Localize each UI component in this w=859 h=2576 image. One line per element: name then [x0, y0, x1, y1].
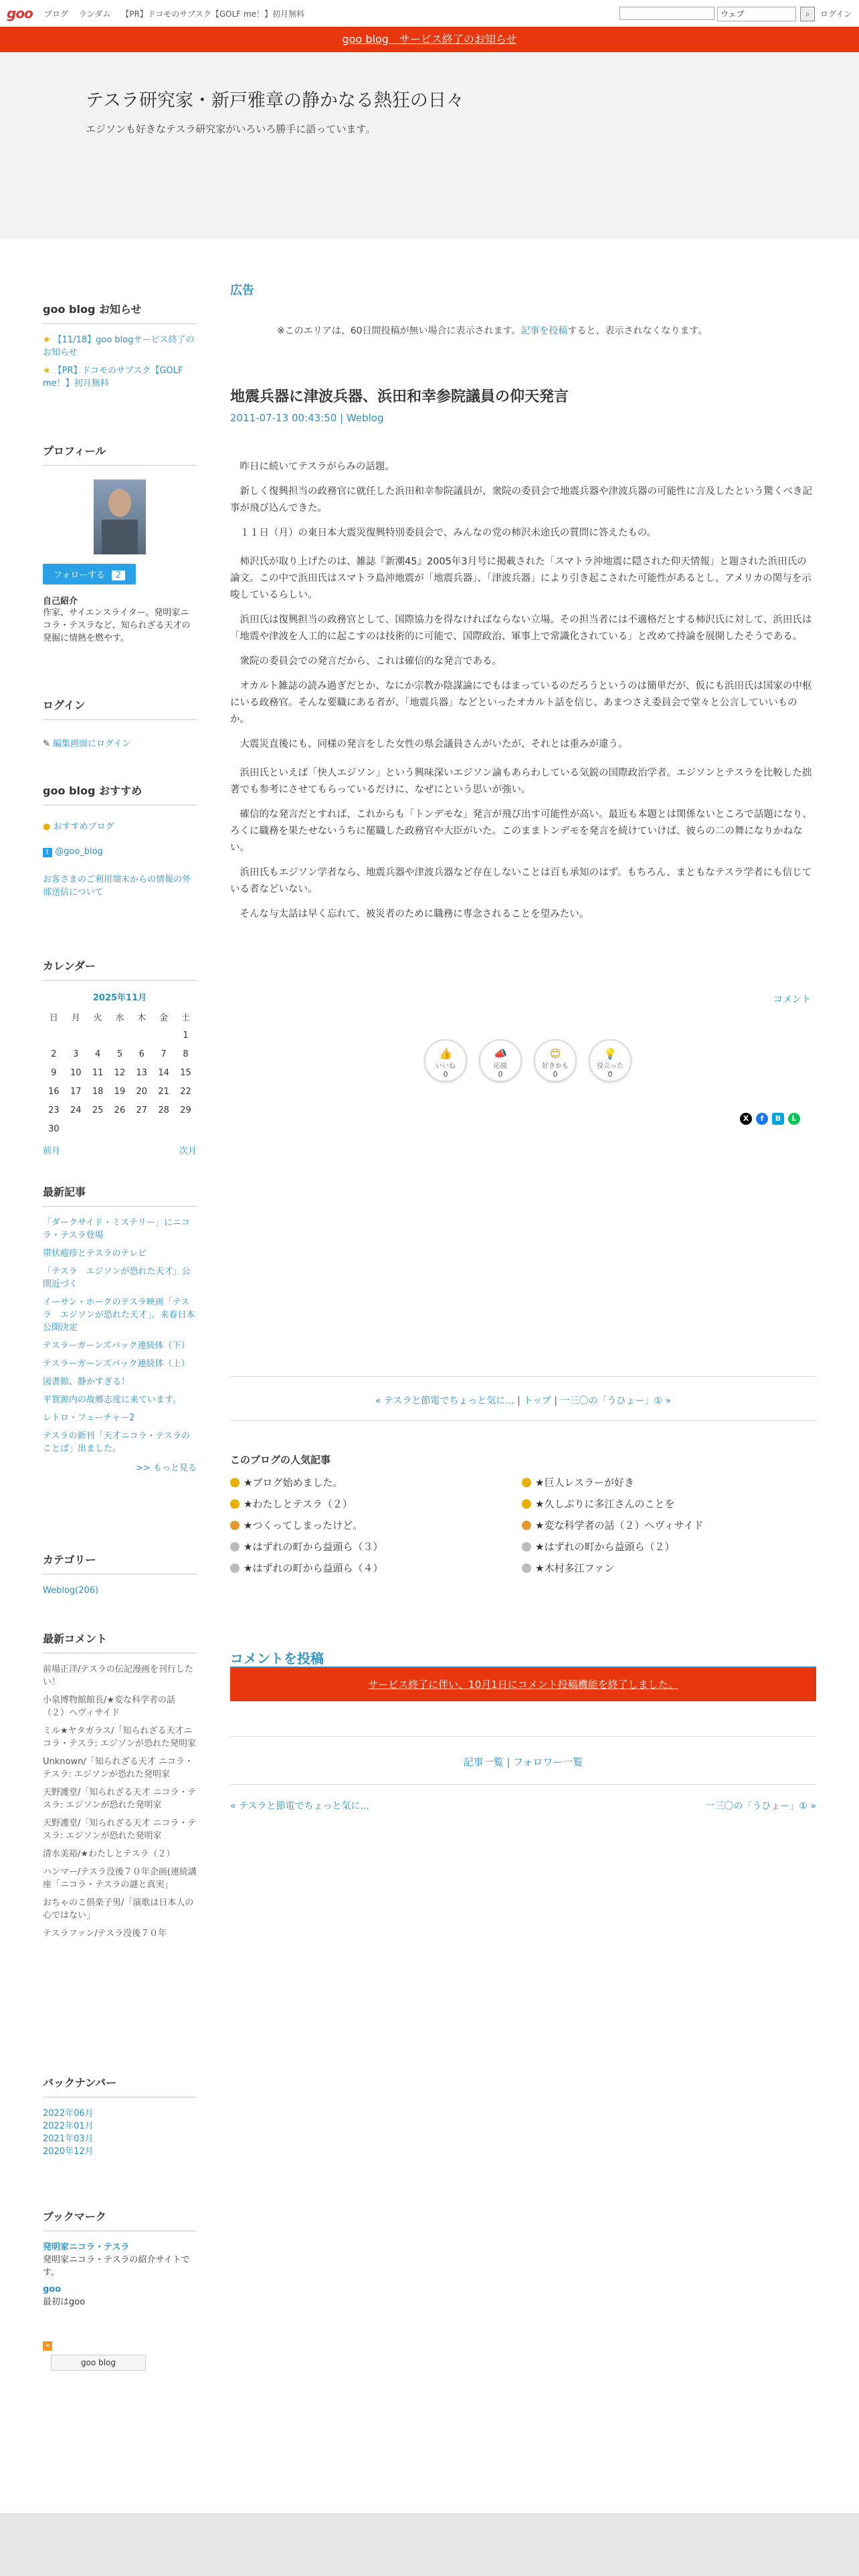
- recent-entry-link[interactable]: 帯状疱疹とテスラのテレビ: [43, 1249, 147, 1259]
- reaction-count: 0: [553, 1070, 558, 1079]
- calendar-weekday: 月: [71, 1012, 80, 1023]
- recent-comment-link[interactable]: テスラファン/テスラ没後７０年: [43, 1929, 167, 1939]
- calendar-day: [87, 1119, 109, 1138]
- recent-entry-link[interactable]: 「ダークサイド・ミステリー」にニコラ・テスラ登場: [43, 1218, 190, 1241]
- popular-item-link[interactable]: ★はずれの町から益頭ら（２）: [535, 1541, 675, 1553]
- twitter-icon: t: [43, 848, 52, 857]
- popular-item: [230, 1539, 511, 1553]
- backnumber-link[interactable]: 2022年01月: [43, 2121, 94, 2131]
- entry-date: 2011-07-13 00:43:50: [230, 412, 337, 424]
- news-link[interactable]: 【11/18】goo blogサービス終了のお知らせ: [43, 335, 195, 358]
- calendar-prev-link[interactable]: 前月: [43, 1146, 61, 1156]
- popular-item-link[interactable]: ★木村多江ファン: [535, 1562, 615, 1574]
- list-item: [43, 364, 197, 390]
- calendar-day: 23: [48, 1105, 60, 1115]
- goo-blog-twitter-link[interactable]: @goo_blog: [55, 847, 103, 857]
- login-section: [43, 697, 197, 749]
- calendar-day: 12: [114, 1067, 126, 1078]
- calendar-day: 10: [70, 1067, 82, 1078]
- list-item: [43, 1755, 197, 1781]
- calendar-day: 1: [183, 1030, 189, 1041]
- reaction-label: 好きかも: [542, 1063, 569, 1070]
- categories-section: [43, 1551, 197, 1602]
- recommend-section: [43, 782, 197, 899]
- recent-comment-link[interactable]: ミル★ヤタガラス/「知られざる天才ニコラ・テスラ: エジソンが恐れた発明家: [43, 1726, 196, 1749]
- top-navigation-bar: [0, 0, 859, 27]
- calendar-day: 19: [114, 1086, 126, 1097]
- category-link[interactable]: Weblog(206): [43, 1586, 99, 1596]
- divider: [230, 1420, 816, 1421]
- recent-entry-link[interactable]: テスラの新刊「天才ニコラ・テスラのことば」出ました。: [43, 1431, 190, 1454]
- calendar-day: 15: [180, 1067, 191, 1078]
- search-input[interactable]: [619, 7, 714, 20]
- list-item: [43, 1339, 197, 1352]
- calendar-day: 11: [92, 1067, 104, 1078]
- calendar-day: 26: [114, 1105, 126, 1115]
- calendar-day: [175, 1119, 197, 1138]
- recent-entry-link[interactable]: テスラーガーンズバック連続体（下）: [43, 1341, 190, 1351]
- recommend-blog-link[interactable]: おすすめブログ: [53, 822, 114, 832]
- calendar-week: [43, 1101, 197, 1119]
- reaction-label: いいね: [436, 1063, 456, 1070]
- calendar-day: [87, 1026, 109, 1045]
- list-item: [43, 1927, 197, 1940]
- section-heading: goo blog おすすめ: [43, 782, 197, 806]
- calendar-week: [43, 1026, 197, 1045]
- recent-comment-link[interactable]: Unknown/「知られざる天才 ニコラ・テスラ: エジソンが恐れた発明家: [43, 1757, 193, 1780]
- popular-item: [522, 1561, 803, 1575]
- recent-comment-link[interactable]: 天野護堂/「知られざる天才 ニコラ・テスラ: エジソンが恐れた発明家: [43, 1818, 197, 1841]
- calendar-week: [43, 1045, 197, 1063]
- ad-note-text: すると、表示されなくなります。: [567, 326, 708, 336]
- calendar-day: [153, 1119, 175, 1138]
- hatena-share-icon[interactable]: B: [772, 1113, 784, 1125]
- entry-pager: « テスラと節電でちょっと気に... | トップ | 一三〇の「うひょー」① »: [375, 1396, 672, 1406]
- popular-item: [230, 1518, 511, 1532]
- entry-paragraph: １１日（月）の東日本大震災復興特別委員会で、みんなの党の柿沢未途氏の質問に答えたもの。: [240, 528, 657, 538]
- follower-list-link[interactable]: フォロワー一覧: [513, 1756, 583, 1768]
- popular-item-link[interactable]: ★つくってしまったけど。: [244, 1519, 363, 1531]
- list-item: [43, 1430, 197, 1455]
- popular-item-link[interactable]: ★わたしとテスラ（２）: [244, 1498, 353, 1510]
- reaction-label: 応援: [494, 1063, 507, 1070]
- calendar-day: 14: [158, 1067, 169, 1078]
- section-heading: goo blog お知らせ: [43, 301, 197, 324]
- backnumber-link[interactable]: 2022年06月: [43, 2109, 94, 2119]
- blog-title[interactable]: テスラ研究家・新戸雅章の静かなる熱狂の日々: [86, 90, 464, 111]
- entry-paragraph: 大震災直後にも、同様の発言をした女性の県会議員さんがいたが、それとは重みが違う。: [240, 739, 628, 750]
- divider: [230, 1736, 816, 1737]
- calendar-day: 4: [94, 1049, 101, 1059]
- nav-link-blog[interactable]: ブログ: [44, 9, 69, 19]
- list-item: [43, 1296, 197, 1334]
- bottom-links: 記事一覧 | フォロワー一覧: [463, 1756, 583, 1768]
- more-entries-link[interactable]: >> もっと見る: [136, 1463, 197, 1473]
- comment-post-heading: コメントを投稿: [230, 1650, 324, 1667]
- pencil-icon: ✎: [43, 739, 50, 749]
- rank-medal-icon: [230, 1521, 240, 1530]
- recent-comment-link[interactable]: 天野護堂/「知られざる天才 ニコラ・テスラ: エジソンが恐れた発明家: [43, 1788, 197, 1810]
- rank-medal-icon: [230, 1478, 240, 1487]
- calendar-next-link[interactable]: 次月: [179, 1146, 197, 1156]
- recent-entry-link[interactable]: 図書館、静かすぎる！: [43, 1377, 130, 1387]
- entry-paragraph: 浜田氏といえば「快人エジソン」という興味深いエジソン論もあらわしている気鋭の国際政治学者。エジソンとテスラを比較した拙著でも参考にさせてもらっているだけに、なぜにという思いが強い。: [230, 768, 812, 795]
- reaction-button[interactable]: [589, 1039, 632, 1082]
- calendar-day: [153, 1026, 175, 1045]
- edit-login-link[interactable]: 編集画面にログイン: [53, 739, 131, 749]
- recent-entry-link[interactable]: レトロ・フューチャー2: [43, 1413, 135, 1423]
- rank-medal-icon: [230, 1564, 240, 1573]
- entry-paragraph: 新しく復興担当の政務官に就任した浜田和幸参院議員が、衆院の委員会で地震兵器や津波兵器の可能性に言及したという驚くべき記事が飛び込んできた。: [230, 486, 812, 514]
- news-link[interactable]: 【PR】ドコモのサブスク【GOLF me！】初月無料: [43, 366, 183, 389]
- calendar-day: 18: [92, 1086, 104, 1097]
- popular-item-link[interactable]: ★巨人レスラーが好き: [535, 1477, 634, 1489]
- reaction-button[interactable]: [479, 1039, 522, 1082]
- service-end-notice-link[interactable]: goo blog サービス終了のお知らせ: [342, 33, 517, 45]
- popular-item-link[interactable]: ★はずれの町から益頭ら（３）: [244, 1541, 383, 1553]
- list-item: [43, 1376, 197, 1388]
- list-item: [43, 1663, 197, 1689]
- service-end-notice-bar: [0, 27, 859, 52]
- calendar-day: 28: [158, 1105, 169, 1115]
- comment-closed-link[interactable]: サービス終了に伴い、10月1日にコメント投稿機能を終了しました。: [368, 1679, 678, 1691]
- calendar-day: [43, 1026, 65, 1045]
- list-item: [43, 1848, 197, 1860]
- star-icon: ★: [43, 335, 51, 345]
- reaction-count: 0: [498, 1070, 503, 1079]
- line-share-icon[interactable]: L: [788, 1113, 800, 1125]
- pager-prev-link[interactable]: « テスラと節電でちょっと気に...: [375, 1396, 514, 1406]
- goo-blog-badge[interactable]: goo blog: [51, 2355, 146, 2371]
- list-item: [43, 1786, 197, 1812]
- section-heading: 最新記事: [43, 1184, 197, 1207]
- calendar-day: 3: [73, 1049, 79, 1059]
- follow-count: 2: [112, 570, 125, 580]
- bookmark-link[interactable]: 発明家ニコラ・テスラ: [43, 2242, 130, 2252]
- calendar-day: 7: [161, 1049, 167, 1059]
- calendar-day: 30: [48, 1123, 60, 1134]
- device-info-link[interactable]: お客さまのご利用端末からの情報の外部送信について: [43, 875, 191, 897]
- popular-item: [230, 1561, 511, 1575]
- entry-title[interactable]: 地震兵器に津波兵器、浜田和幸参院議員の仰天発言: [230, 389, 569, 405]
- recent-entries-section: [43, 1184, 197, 1473]
- ad-heading: 広告: [230, 284, 254, 298]
- rank-medal-icon: [522, 1521, 531, 1530]
- rank-medal-icon: [522, 1499, 531, 1509]
- calendar-table: [43, 1007, 197, 1138]
- list-item: [43, 1216, 197, 1242]
- calendar-day: [130, 1026, 153, 1045]
- calendar-day: [109, 1026, 131, 1045]
- top-nav-links: [44, 8, 312, 19]
- popular-item: [522, 1497, 803, 1511]
- popular-item-link[interactable]: ★久しぶりに多江さんのことを: [535, 1498, 675, 1510]
- entry-paragraph: 浜田氏は復興担当の政務官として、国際協力を得なければならない立場。その担当者には不適格だとする柿沢氏に対して、浜田氏は「地震や津波を人工的に起こすのは技術的に可能で、国際政治、軍事上で常識化されている」と改めて持論を展開したそうである。: [230, 615, 812, 642]
- goo-blog-news-section: [43, 301, 197, 395]
- reaction-count: 0: [443, 1070, 448, 1079]
- section-heading: バックナンバー: [43, 2074, 197, 2098]
- calendar-day: 6: [138, 1049, 145, 1059]
- calendar-week: [43, 1119, 197, 1138]
- comment-closed-notice: [230, 1668, 816, 1701]
- popular-item: [230, 1497, 511, 1511]
- list-item: [43, 1358, 197, 1370]
- reaction-icon: 📣: [494, 1047, 507, 1060]
- ad-note-text: ※このエリアは、60日間投稿が無い場合に表示されます。: [277, 326, 521, 336]
- bookmark-desc: 最初はgoo: [43, 2297, 86, 2307]
- entry-paragraph: そんな与太話は早く忘れて、被災者のために職務に専念されることを望みたい。: [240, 909, 589, 920]
- calendar-month[interactable]: 2025年11月: [92, 993, 147, 1003]
- section-heading: ブックマーク: [43, 2208, 197, 2232]
- list-item: [43, 1694, 197, 1719]
- blog-header: [0, 52, 859, 239]
- calendar-weekday: 水: [115, 1012, 124, 1023]
- calendar-weekday: 木: [137, 1012, 147, 1023]
- rank-medal-icon: [522, 1564, 531, 1573]
- blog-description: エジソンも好きなテスラ研究家がいろいろ勝手に語っています。: [86, 123, 376, 135]
- calendar-day: 13: [136, 1067, 148, 1078]
- section-heading: ログイン: [43, 697, 197, 720]
- share-buttons: [736, 1111, 800, 1125]
- list-item: [43, 1897, 197, 1922]
- intro-label: 自己紹介: [43, 597, 78, 607]
- reaction-buttons: [424, 1039, 638, 1093]
- calendar-day: 5: [116, 1049, 123, 1059]
- bookmarks-section: [43, 2208, 197, 2371]
- calendar-day: 9: [51, 1067, 57, 1078]
- reaction-button[interactable]: [534, 1039, 577, 1082]
- calendar-day: 8: [183, 1049, 189, 1059]
- recent-comment-link[interactable]: おちゃのこ倶楽子男/「演歌は日本人の心ではない」: [43, 1898, 194, 1921]
- popular-item: [230, 1475, 511, 1489]
- comment-link[interactable]: コメント: [773, 994, 811, 1005]
- rank-medal-icon: [230, 1499, 240, 1509]
- list-item: [43, 1817, 197, 1842]
- entry-paragraph: 柿沢氏が取り上げたのは、雑誌『新潮45』2005年3月号に掲載された「スマトラ沖地震に隠された仰天情報」と題された浜田氏の論文。この中で浜田氏はスマトラ島沖地震が「地震兵器」、「津波兵器」により引き起こされた可能性があるとし、アメリカの関与を示唆しているらしい。: [230, 556, 812, 601]
- calendar: [43, 990, 197, 1156]
- entry-meta: 2011-07-13 00:43:50 | Weblog: [230, 412, 384, 424]
- reaction-label: 役立った: [597, 1063, 624, 1070]
- calendar-day: 20: [136, 1086, 148, 1097]
- recent-entries-list: [43, 1216, 197, 1455]
- recent-comment-link[interactable]: 小泉博物館館長/★変な科学者の話（２）ヘヴィサイド: [43, 1695, 176, 1718]
- calendar-week: [43, 1063, 197, 1082]
- calendar-weekday: 土: [181, 1012, 191, 1023]
- search-scope-select[interactable]: ウェブ: [717, 7, 796, 21]
- backnumber-scroll[interactable]: [43, 2098, 197, 2171]
- list-item: [43, 1394, 197, 1406]
- section-heading: 最新コメント: [43, 1630, 197, 1654]
- calendar-day: [65, 1026, 87, 1045]
- list-item: [43, 1725, 197, 1750]
- list-item: [43, 2107, 197, 2120]
- nav-link-pr[interactable]: 【PR】ドコモのサブスク【GOLF me！】初月無料: [121, 9, 305, 19]
- section-heading: カレンダー: [43, 958, 197, 981]
- backnumber-list: [43, 2107, 197, 2158]
- list-item: [43, 1866, 197, 1891]
- bottom-prev-link[interactable]: « テスラと節電でちょっと気に...: [230, 1801, 369, 1812]
- recent-comment-link[interactable]: 前場正洋/テスラの伝記漫画を刊行したい！: [43, 1665, 193, 1687]
- backnumber-link[interactable]: 2020年12月: [43, 2147, 94, 2157]
- calendar-day: 21: [158, 1086, 169, 1097]
- calendar-weekday: 火: [93, 1012, 102, 1023]
- post-entry-link[interactable]: 記事を投稿: [520, 326, 568, 336]
- pager-top-link[interactable]: トップ: [523, 1396, 551, 1406]
- login-link[interactable]: ログイン: [820, 9, 852, 19]
- entry-paragraph: 昨日に続いてテスラがらみの話題。: [240, 461, 395, 472]
- recent-comments-list: [43, 1663, 197, 1940]
- divider: [230, 1784, 816, 1785]
- star-icon: ★: [43, 366, 51, 376]
- calendar-day: 24: [70, 1105, 82, 1115]
- reaction-icon: 💡: [603, 1047, 617, 1060]
- reaction-icon: 👍: [439, 1047, 452, 1060]
- pager-next-link[interactable]: 一三〇の「うひょー」① »: [560, 1396, 672, 1406]
- list-item: [43, 2133, 197, 2145]
- profile-avatar[interactable]: [94, 479, 146, 554]
- calendar-day: [65, 1119, 87, 1138]
- calendar-week: [43, 1082, 197, 1101]
- section-heading: カテゴリー: [43, 1551, 197, 1575]
- reaction-icon: 😊: [549, 1047, 561, 1060]
- popular-item-link[interactable]: ★ブログ始めました。: [244, 1477, 343, 1489]
- facebook-share-icon[interactable]: f: [756, 1113, 768, 1125]
- calendar-weekday: 日: [49, 1012, 58, 1023]
- follow-button[interactable]: [43, 564, 136, 584]
- ad-note: [277, 324, 707, 337]
- entry-list-link[interactable]: 記事一覧: [463, 1756, 504, 1768]
- list-item: [43, 1265, 197, 1291]
- recent-entry-link[interactable]: イーサン・ホークのテスラ映画「テスラ エジソンが恐れた天才」、来春日本公開決定: [43, 1297, 195, 1333]
- calendar-weekday: 金: [159, 1012, 169, 1023]
- recent-entry-link[interactable]: 平賀源内の故郷志度に来ています。: [43, 1395, 181, 1405]
- reaction-count: 0: [607, 1070, 613, 1079]
- popular-item: [522, 1518, 803, 1532]
- entry-body: [230, 459, 816, 931]
- bookmark-link[interactable]: goo: [43, 2284, 62, 2294]
- calendar-day: 27: [136, 1105, 148, 1115]
- popular-item: [522, 1539, 803, 1553]
- entry-paragraph: 確信的な発言だとすれば、これからも「トンデモな」発言が飛び出す可能性が高い。最近も本題とは関係ないところで話題になり、ろくに職務を果たせないうちに罷職した政務官や大臣がいた。このままトンデモを発言を続けていけば、彼らの二の舞になりかねない。: [230, 809, 812, 853]
- recent-comment-link[interactable]: ハンマー/テスラ没後７０年企画(連続講座「ニコラ・テスラの謎と真実」: [43, 1867, 197, 1890]
- entry-paragraph: オカルト雑誌の読み過ぎだとか、なにか宗教か陰謀論にでもはまっているのだろうというのは簡単だが、仮にも浜田氏は国家の中枢にいる政務官。そんな要職にある者が、「地震兵器」などといったオカルト話を信じ、あまつさえ委員会で堂々と公言していいものか。: [230, 681, 812, 725]
- backnumber-section: [43, 2074, 197, 2171]
- rss-icon[interactable]: ≈: [43, 2341, 52, 2351]
- rank-medal-icon: [230, 1542, 240, 1551]
- x-share-icon[interactable]: X: [740, 1113, 752, 1125]
- reaction-button[interactable]: [424, 1039, 467, 1082]
- list-item: [43, 2145, 197, 2158]
- recent-entry-link[interactable]: 「テスラ エジソンが恐れた天才」公開近づく: [43, 1267, 191, 1289]
- entry-paragraph: 浜田氏もエジソン学者なら、地震兵器や津波兵器など存在しないことは百も承知のはず。もちろん、まともなテスラ学者にも信じている者などいない。: [230, 867, 812, 895]
- list-item: [43, 1412, 197, 1424]
- calendar-section: [43, 958, 197, 1156]
- calendar-day: 17: [70, 1086, 82, 1097]
- calendar-day: 2: [51, 1049, 57, 1059]
- recent-entry-link[interactable]: テスラーガーンズバック連続体（上）: [43, 1359, 190, 1369]
- recent-comment-link[interactable]: 清水美裕/★わたしとテスラ（２）: [43, 1849, 175, 1859]
- follow-label: フォローする: [54, 570, 105, 580]
- list-item: [43, 2120, 197, 2133]
- search-button[interactable]: [800, 7, 815, 21]
- entry-category-link[interactable]: Weblog: [346, 412, 384, 424]
- popular-item-link[interactable]: ★変な科学者の話（２）ヘヴィサイド: [535, 1519, 704, 1531]
- rank-medal-icon: [522, 1478, 531, 1487]
- page-footer: [0, 2513, 859, 2576]
- search-icon: ⌕: [805, 9, 810, 19]
- section-heading: プロフィール: [43, 443, 197, 466]
- profile-section: [43, 443, 197, 645]
- popular-heading: このブログの人気記事: [230, 1454, 331, 1466]
- goo-logo[interactable]: goo: [7, 5, 33, 21]
- bottom-next-link[interactable]: 一三〇の「うひょー」① »: [705, 1801, 816, 1812]
- calendar-day: 22: [180, 1086, 191, 1097]
- backnumber-link[interactable]: 2021年03月: [43, 2134, 94, 2144]
- list-item: [43, 1247, 197, 1260]
- popular-item: [522, 1475, 803, 1489]
- nav-link-random[interactable]: ランダム: [78, 9, 111, 19]
- rank-medal-icon: [522, 1542, 531, 1551]
- calendar-day: [109, 1119, 131, 1138]
- calendar-day: [130, 1119, 153, 1138]
- bulb-icon: ●: [43, 822, 51, 832]
- calendar-day: 25: [92, 1105, 104, 1115]
- list-item: [43, 1584, 197, 1597]
- entry-paragraph: 衆院の委員会での発言だから、これは確信的な発言である。: [240, 656, 502, 667]
- list-item: [43, 334, 197, 359]
- recent-comments-section: [43, 1630, 197, 1945]
- popular-item-link[interactable]: ★はずれの町から益頭ら（４）: [244, 1562, 383, 1574]
- bookmark-desc: 発明家ニコラ・テスラの紹介サイトです。: [43, 2255, 190, 2278]
- intro-text: 作家、サイエンスライター。発明家ニコラ・テスラなど、知られざる天才の発掘に情熱を燃やす。: [43, 608, 191, 643]
- divider: [230, 1376, 816, 1377]
- calendar-day: 16: [48, 1086, 60, 1097]
- calendar-day: 29: [180, 1105, 191, 1115]
